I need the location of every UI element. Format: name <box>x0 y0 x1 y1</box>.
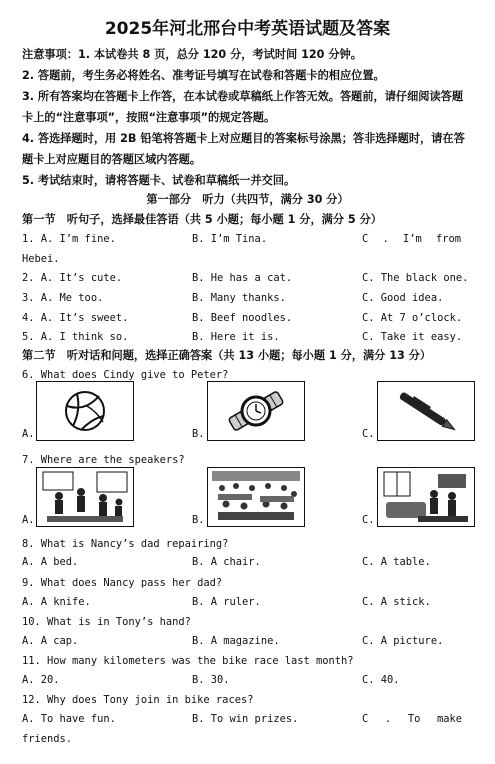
word: from <box>435 233 461 245</box>
page-title: 2025年河北邢台中考英语试题及答案 <box>104 19 391 39</box>
classroom-picture[interactable] <box>36 467 134 527</box>
option-a[interactable]: A. 20. <box>22 674 60 686</box>
classroom-icon <box>37 468 133 526</box>
option-a[interactable]: A. A knife. <box>22 596 91 608</box>
option-b[interactable]: B. I’m Tina. <box>192 233 268 245</box>
note-line: 注意事项：1. 本试卷共 8 页，总分 120 分，考试时间 120 分钟。 <box>22 48 362 61</box>
option-label[interactable]: B. <box>192 514 205 526</box>
option-c[interactable] <box>362 229 461 249</box>
option-b[interactable]: B. Here it is. <box>192 331 280 343</box>
living-room-icon <box>378 468 474 526</box>
option-a[interactable]: 3. A. Me too. <box>22 292 104 304</box>
option-label[interactable]: A. <box>22 514 35 526</box>
option-c-continuation: friends. <box>22 733 73 745</box>
option-a[interactable]: 5. A. I think so. <box>22 331 129 343</box>
option-c[interactable]: C. A picture. <box>362 635 444 647</box>
restaurant-picture[interactable] <box>207 467 305 527</box>
word: C <box>362 713 369 725</box>
word: I’m <box>402 233 422 245</box>
section1-title: 第一节 听句子，选择最佳答语（共 5 小题；每小题 1 分，满分 5 分） <box>22 213 382 226</box>
note-line: 5. 考试结束时，请将答题卡、试卷和草稿纸一并交回。 <box>22 174 296 187</box>
part-title: 第一部分 听力（共四节，满分 30 分） <box>146 193 349 206</box>
option-c[interactable] <box>362 709 462 729</box>
option-b[interactable]: B. A chair. <box>192 556 261 568</box>
question-7: 7. Where are the speakers? <box>22 454 185 466</box>
question-9: 9. What does Nancy pass her dad? <box>22 577 223 589</box>
watch-icon <box>208 382 304 440</box>
word: . <box>382 233 389 245</box>
note-line: 题卡上对应题目的答题区域内答题。 <box>22 153 202 166</box>
option-c[interactable]: C. 40. <box>362 674 400 686</box>
option-label[interactable]: C. <box>362 428 375 440</box>
restaurant-icon <box>208 468 304 526</box>
option-label[interactable]: B. <box>192 428 205 440</box>
question-12: 12. Why does Tony join in bike races? <box>22 694 254 706</box>
option-a[interactable]: 2. A. It’s cute. <box>22 272 123 284</box>
volleyball-picture[interactable] <box>36 381 134 441</box>
option-b[interactable]: B. He has a cat. <box>192 272 293 284</box>
option-a[interactable]: A. A bed. <box>22 556 79 568</box>
option-b[interactable]: B. 30. <box>192 674 230 686</box>
option-c[interactable]: C. At 7 o’clock. <box>362 312 463 324</box>
question-6: 6. What does Cindy give to Peter? <box>22 369 229 381</box>
word: make <box>436 713 462 725</box>
option-b[interactable]: B. A ruler. <box>192 596 261 608</box>
option-c[interactable]: C. The black one. <box>362 272 469 284</box>
option-a[interactable]: A. A cap. <box>22 635 79 647</box>
question-10: 10. What is in Tony’s hand? <box>22 616 191 628</box>
note-line: 2. 答题前，考生务必将姓名、准考证号填写在试卷和答题卡的相应位置。 <box>22 69 385 82</box>
option-label[interactable]: A. <box>22 428 35 440</box>
question-11: 11. How many kilometers was the bike race last month? <box>22 655 354 667</box>
watch-picture[interactable] <box>207 381 305 441</box>
word: . <box>384 713 392 725</box>
note-line: 3. 所有答案均在答题卡上作答，在本试卷或草稿纸上作答无效。答题前，请仔细阅读答题 <box>22 90 464 103</box>
word: C <box>362 233 369 245</box>
option-b[interactable]: B. Many thanks. <box>192 292 286 304</box>
living-room-picture[interactable] <box>377 467 475 527</box>
note-line: 卡上的“注意事项”，按照“注意事项”的规定答题。 <box>22 111 276 124</box>
volleyball-icon <box>37 382 133 440</box>
word: To <box>407 713 421 725</box>
option-c-continuation: Hebei. <box>22 253 60 265</box>
pen-icon <box>378 382 474 440</box>
pen-picture[interactable] <box>377 381 475 441</box>
option-b[interactable]: B. To win prizes. <box>192 713 299 725</box>
question-8: 8. What is Nancy’s dad repairing? <box>22 538 229 550</box>
option-a[interactable]: A. To have fun. <box>22 713 116 725</box>
section2-title: 第二节 听对话和问题，选择正确答案（共 13 小题；每小题 1 分，满分 13 分） <box>22 349 432 362</box>
option-c[interactable]: C. Good idea. <box>362 292 444 304</box>
option-c[interactable]: C. Take it easy. <box>362 331 463 343</box>
option-a[interactable]: 4. A. It’s sweet. <box>22 312 129 324</box>
option-a[interactable]: 1. A. I’m fine. <box>22 233 116 245</box>
option-b[interactable]: B. A magazine. <box>192 635 280 647</box>
note-line: 4. 答选择题时，用 2B 铅笔将答题卡上对应题目的答案标号涂黑；答非选择题时，请在答 <box>22 132 465 145</box>
option-c[interactable]: C. A table. <box>362 556 431 568</box>
option-label[interactable]: C. <box>362 514 375 526</box>
option-b[interactable]: B. Beef noodles. <box>192 312 293 324</box>
option-c[interactable]: C. A stick. <box>362 596 431 608</box>
